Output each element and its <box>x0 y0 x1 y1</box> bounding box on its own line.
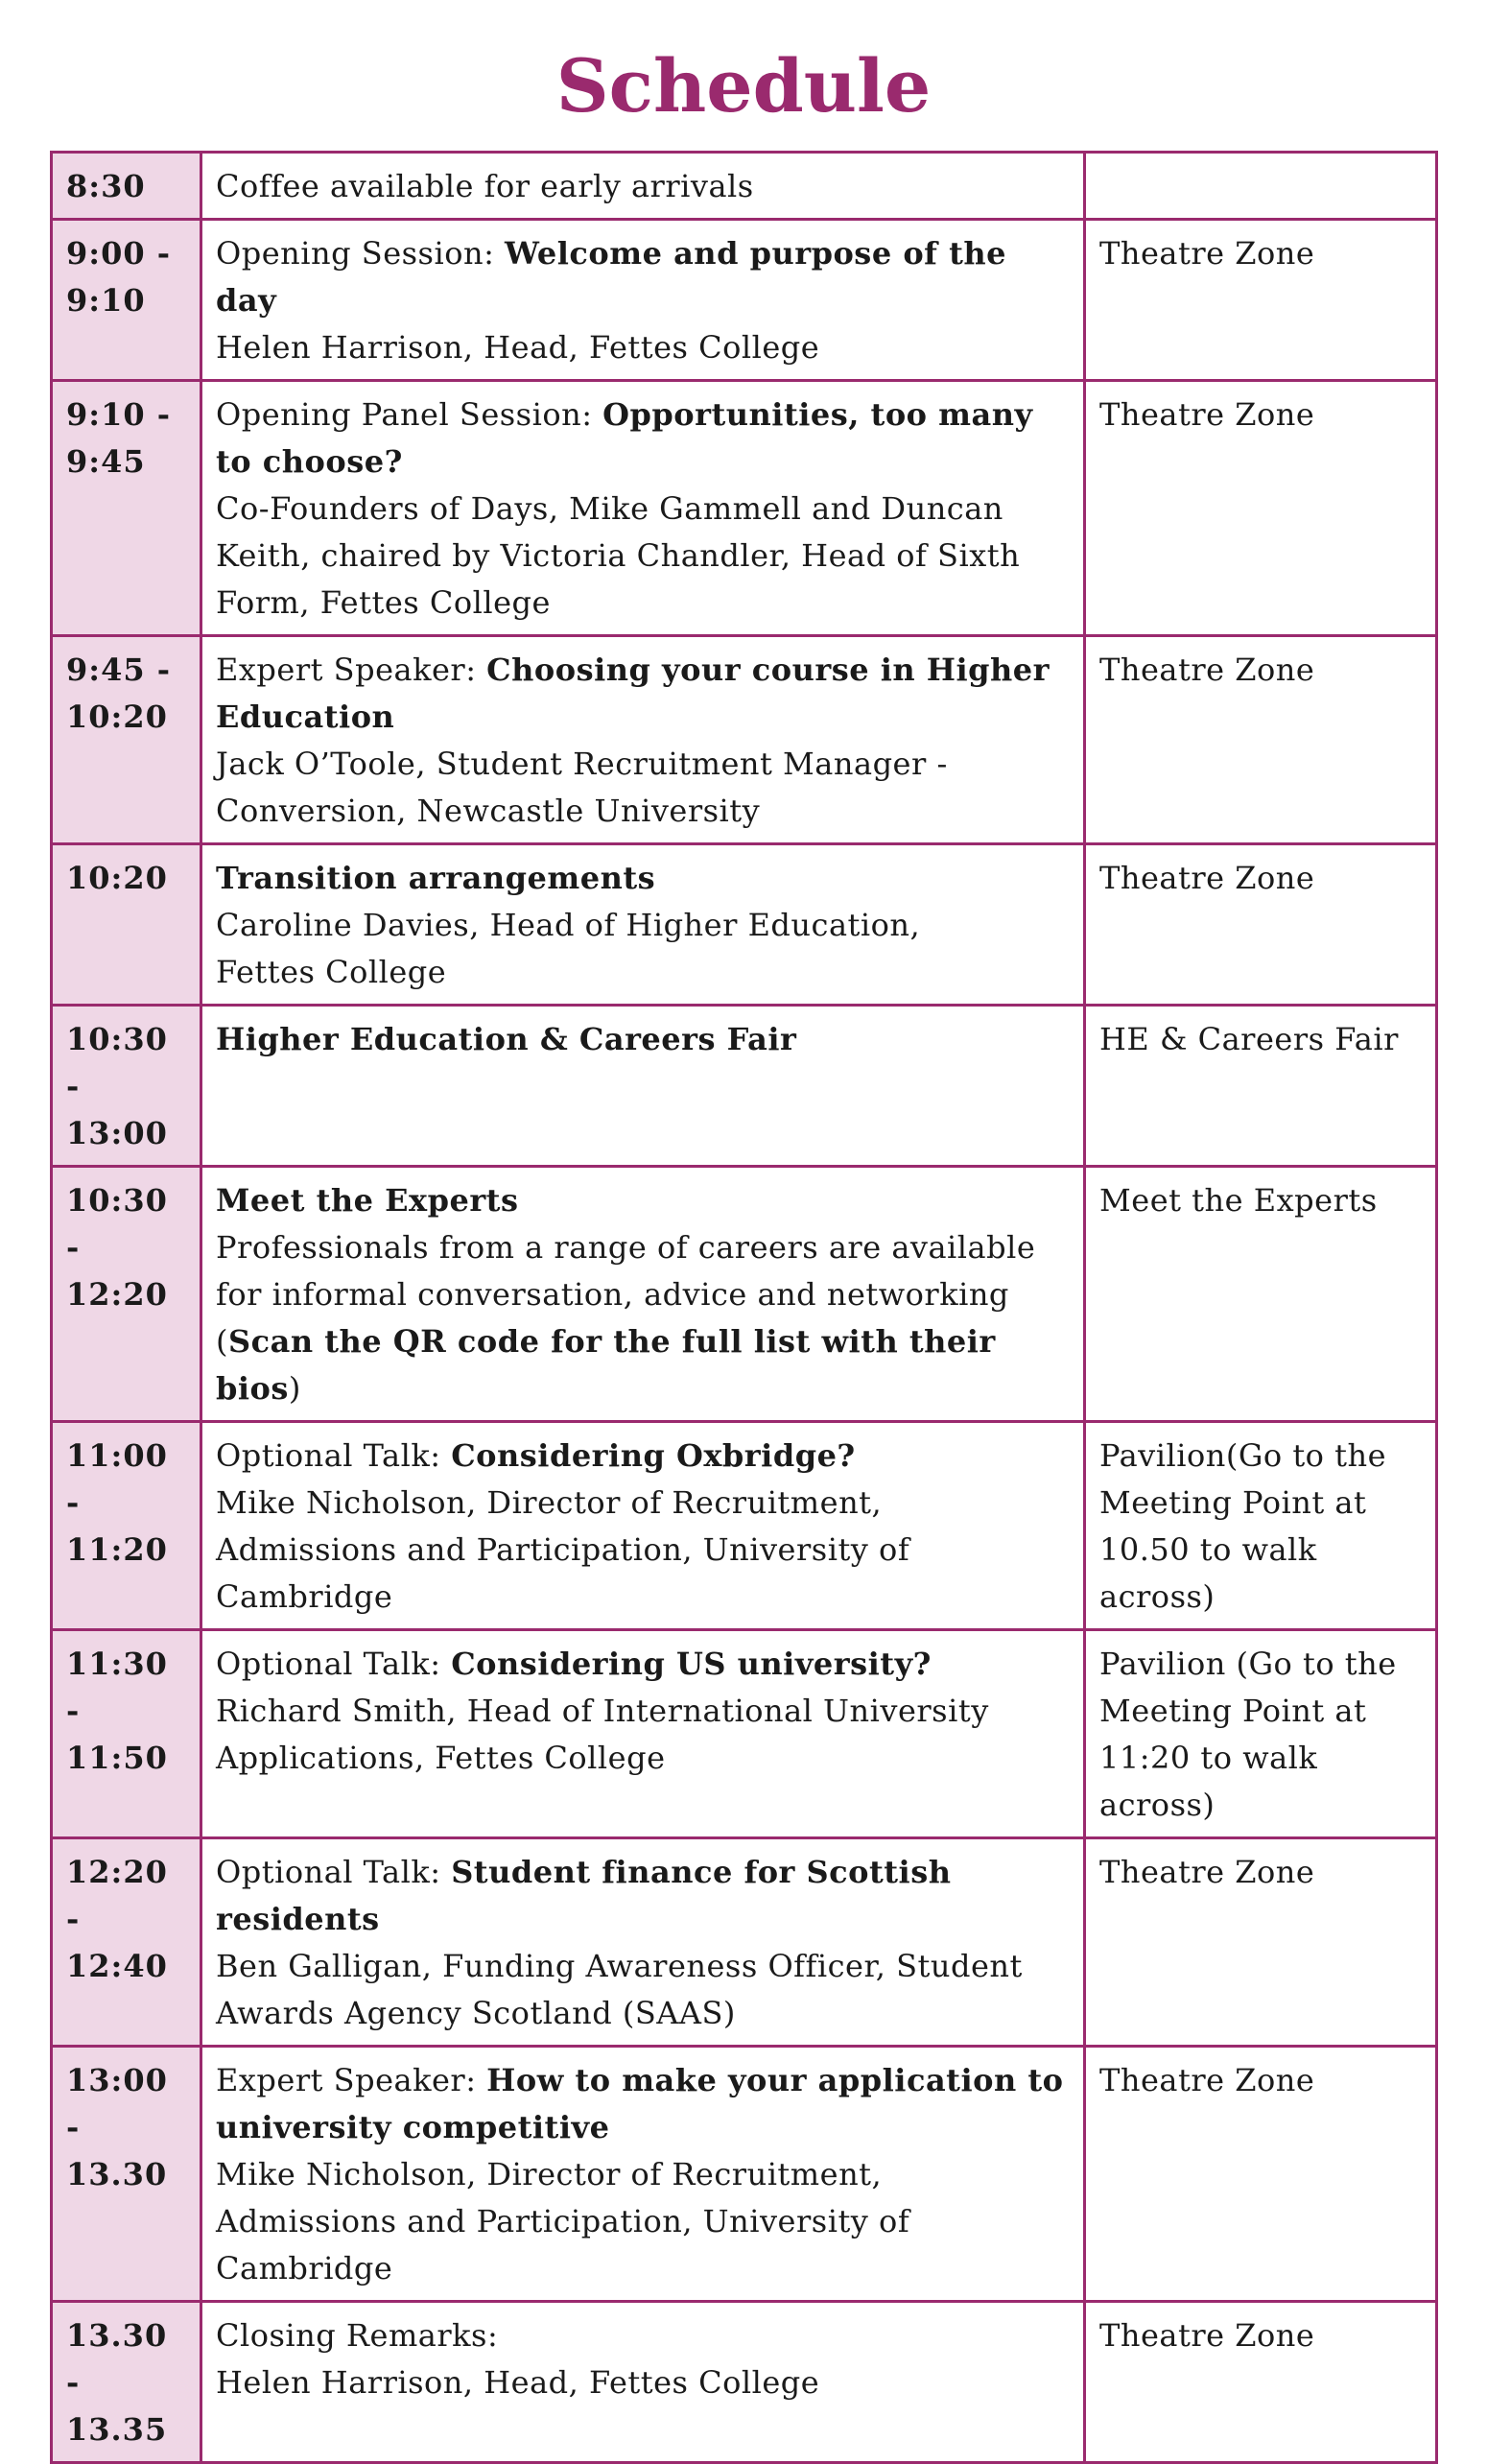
location-text: Pavilion(Go to the <box>1099 1437 1387 1474</box>
session-title: Considering Oxbridge? <box>451 1437 856 1474</box>
time-text: 12:40 <box>66 1948 168 1984</box>
location-text: Theatre Zone <box>1099 860 1315 896</box>
session-title: Considering US university? <box>451 1646 932 1682</box>
time-cell <box>52 381 201 636</box>
session-title: Welcome and purpose of the day <box>216 235 1006 319</box>
description-cell <box>201 636 1085 844</box>
session-heading <box>216 1177 1070 1224</box>
speaker-text: Professionals from a range of careers are available for informal conversation, advice and networking <box>216 1229 1036 1313</box>
location-text: Theatre Zone <box>1099 2317 1315 2354</box>
schedule-row <box>52 1167 1437 1422</box>
description-cell <box>201 153 1085 220</box>
schedule-row <box>52 381 1437 636</box>
session-heading <box>216 2312 1070 2359</box>
time-cell <box>52 844 201 1006</box>
speaker-text: Co-Founders of Days, Mike Gammell and Duncan Keith, chaired by Victoria Chandler, Head of Sixth Form, Fettes College <box>216 490 1021 621</box>
time-text: 10:20 <box>66 699 168 735</box>
time-text: 13.35 <box>66 2411 168 2448</box>
time-cell <box>52 636 201 844</box>
session-heading <box>216 647 1070 741</box>
location-text: Theatre Zone <box>1099 2062 1315 2098</box>
speaker-text: Mike Nicholson, Director of Recruitment, Admissions and Participation, University of Cambridge <box>216 1484 910 1615</box>
schedule-table <box>50 151 1438 2464</box>
time-text: 11:50 <box>66 1740 168 1776</box>
schedule-row <box>52 2047 1437 2302</box>
session-title: Student finance for Scottish residents <box>216 1854 952 1937</box>
session-type: Closing Remarks: <box>216 2317 499 2354</box>
time-cell <box>52 1630 201 1838</box>
description-cell <box>201 1422 1085 1630</box>
session-type: Opening Session: <box>216 235 506 272</box>
location-cell <box>1085 636 1437 844</box>
qr-note: (Scan the QR code for the full list with their bios) <box>216 1323 996 1407</box>
session-type: Expert Speaker: <box>216 2062 487 2098</box>
session-heading <box>216 1016 1070 1063</box>
location-text: HE & Careers Fair <box>1099 1021 1399 1057</box>
location-cell <box>1085 2047 1437 2302</box>
location-cell <box>1085 1422 1437 1630</box>
time-text: 10:20 <box>66 860 168 896</box>
session-type: Expert Speaker: <box>216 652 487 688</box>
location-text: Theatre Zone <box>1099 235 1315 272</box>
time-text: 9:10 <box>66 282 146 319</box>
time-text: 13.30 - <box>66 2317 168 2401</box>
schedule-row <box>52 153 1437 220</box>
time-text: 12:20 <box>66 1276 168 1313</box>
time-text: 13:00 <box>66 1115 168 1151</box>
qr-note-text: Scan the QR code for the full list with their bios <box>216 1323 996 1407</box>
session-heading <box>216 1433 1070 1480</box>
location-text: Meeting Point at <box>1099 1484 1367 1521</box>
location-cell <box>1085 1006 1437 1167</box>
time-text: 11:30 - <box>66 1646 168 1729</box>
session-title: Choosing your course in Higher Education <box>216 652 1050 735</box>
time-cell <box>52 2047 201 2302</box>
schedule-row <box>52 1630 1437 1838</box>
description-cell <box>201 1006 1085 1167</box>
speaker-text: Jack O’Toole, Student Recruitment Manager - Conversion, Newcastle University <box>216 746 948 829</box>
schedule-row <box>52 636 1437 844</box>
time-cell <box>52 220 201 381</box>
location-cell <box>1085 153 1437 220</box>
schedule-row <box>52 1006 1437 1167</box>
description-cell <box>201 2302 1085 2463</box>
time-text: 9:45 - <box>66 652 172 688</box>
session-title: Transition arrangements <box>216 860 656 896</box>
time-text: 12:20 - <box>66 1854 168 1937</box>
time-cell <box>52 1006 201 1167</box>
location-text: Theatre Zone <box>1099 396 1315 433</box>
location-text: Meeting Point at <box>1099 1693 1367 1729</box>
time-text: 11:00 - <box>66 1437 168 1521</box>
speaker-text: Ben Galligan, Funding Awareness Officer, Student Awards Agency Scotland (SAAS) <box>216 1948 1023 2031</box>
location-text: Meet the Experts <box>1099 1182 1378 1219</box>
time-text: 9:00 - <box>66 235 172 272</box>
session-heading <box>216 230 1070 324</box>
location-cell <box>1085 1167 1437 1422</box>
speaker-text: Mike Nicholson, Director of Recruitment, Admissions and Participation, University of Cambridge <box>216 2156 910 2286</box>
location-cell <box>1085 844 1437 1006</box>
session-heading <box>216 1641 1070 1688</box>
location-text: Theatre Zone <box>1099 652 1315 688</box>
speaker-text: Caroline Davies, Head of Higher Education, <box>216 907 921 943</box>
time-text: 10:30 - <box>66 1182 168 1266</box>
location-text: Pavilion (Go to the <box>1099 1646 1397 1682</box>
description-cell <box>201 220 1085 381</box>
schedule-row <box>52 1838 1437 2047</box>
time-cell <box>52 2302 201 2463</box>
location-cell <box>1085 381 1437 636</box>
location-cell <box>1085 220 1437 381</box>
schedule-row <box>52 844 1437 1006</box>
schedule-row <box>52 220 1437 381</box>
time-text: 9:10 - <box>66 396 172 433</box>
time-text: 10:30 - <box>66 1021 168 1104</box>
page-title: Schedule <box>555 43 932 129</box>
time-text: 9:45 <box>66 443 146 480</box>
speaker-text: Coffee available for early arrivals <box>216 168 754 204</box>
location-text: 11:20 to walk across) <box>1099 1740 1318 1823</box>
time-cell <box>52 1422 201 1630</box>
description-cell <box>201 1630 1085 1838</box>
time-text: 13.30 <box>66 2156 168 2192</box>
speaker-text: Richard Smith, Head of International University Applications, Fettes College <box>216 1693 989 1776</box>
location-cell <box>1085 1630 1437 1838</box>
session-title: Higher Education & Careers Fair <box>216 1021 797 1057</box>
schedule-row <box>52 1422 1437 1630</box>
session-heading <box>216 1849 1070 1943</box>
time-cell <box>52 1838 201 2047</box>
time-text: 8:30 <box>66 168 146 204</box>
location-cell <box>1085 2302 1437 2463</box>
session-type: Optional Talk: <box>216 1646 452 1682</box>
speaker-text: Helen Harrison, Head, Fettes College <box>216 2364 820 2401</box>
session-type: Optional Talk: <box>216 1437 452 1474</box>
speaker-text: Helen Harrison, Head, Fettes College <box>216 329 820 366</box>
session-title: Meet the Experts <box>216 1182 519 1219</box>
session-type: Opening Panel Session: <box>216 396 603 433</box>
time-cell <box>52 153 201 220</box>
description-cell <box>201 1838 1085 2047</box>
speaker-text: Fettes College <box>216 954 447 990</box>
description-cell <box>201 1167 1085 1422</box>
location-cell <box>1085 1838 1437 2047</box>
location-text: 10.50 to walk across) <box>1099 1531 1317 1615</box>
session-title: How to make your application to university competitive <box>216 2062 1064 2145</box>
description-cell <box>201 381 1085 636</box>
session-heading <box>216 391 1070 486</box>
session-heading <box>216 2057 1070 2151</box>
time-cell <box>52 1167 201 1422</box>
location-text: Theatre Zone <box>1099 1854 1315 1890</box>
session-type: Optional Talk: <box>216 1854 452 1890</box>
description-cell <box>201 844 1085 1006</box>
description-cell <box>201 2047 1085 2302</box>
schedule-body <box>52 153 1437 2463</box>
time-text: 13:00 - <box>66 2062 168 2145</box>
session-heading <box>216 855 1070 902</box>
time-text: 11:20 <box>66 1531 168 1568</box>
session-title: Opportunities, too many to choose? <box>216 396 1033 480</box>
schedule-row <box>52 2302 1437 2463</box>
